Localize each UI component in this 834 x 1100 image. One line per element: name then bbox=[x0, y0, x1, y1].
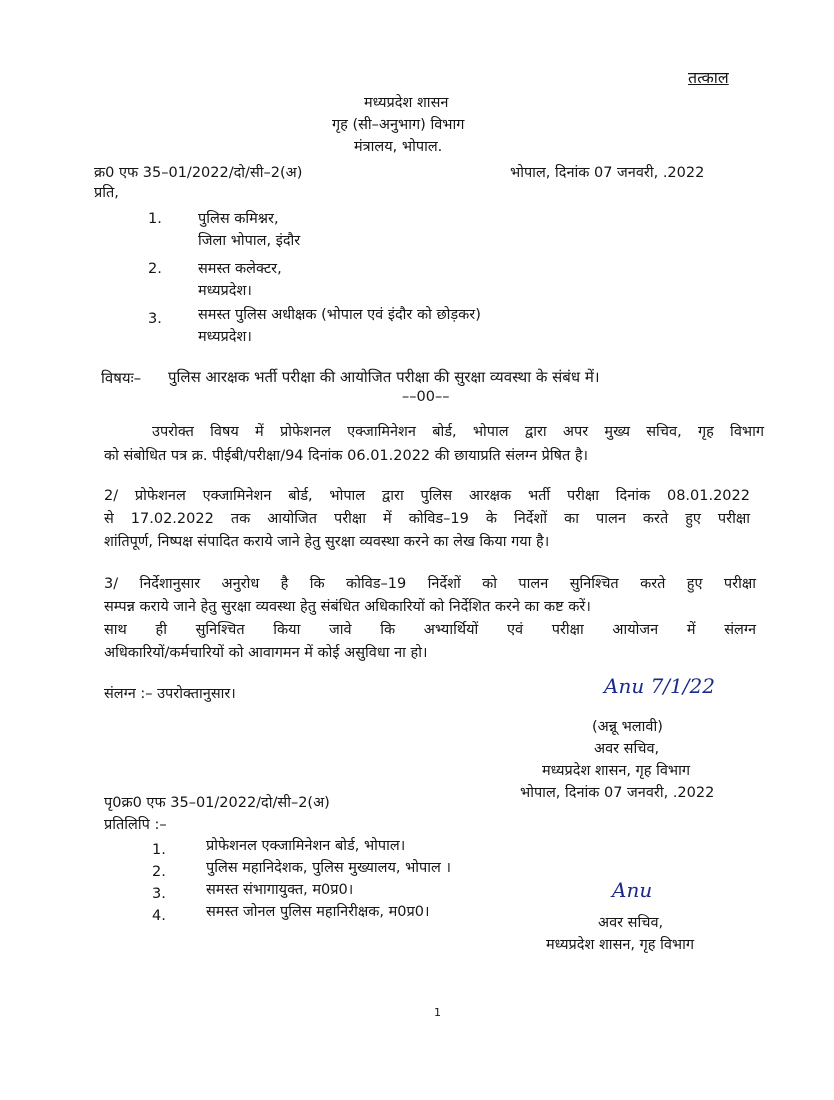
copy-to-label: प्रतिलिपि :– bbox=[104, 817, 167, 833]
recipient-number: 2. bbox=[148, 261, 162, 277]
signature-date: भोपाल, दिनांक 07 जनवरी, .2022 bbox=[520, 785, 715, 801]
signatory-name: (अन्नू भलावी) bbox=[592, 719, 663, 735]
to-label: प्रति, bbox=[94, 185, 119, 201]
paragraph-line: 3/ निर्देशानुसार अनुरोध है कि कोविड–19 निर्देशों को पालन सुनिश्चित करते हुए परीक्षा bbox=[104, 576, 756, 592]
copy-item-number: 1. bbox=[152, 842, 166, 858]
endorsement-number: पृ0क्र0 एफ 35–01/2022/दो/सी–2(अ) bbox=[104, 795, 330, 811]
paragraph-line: साथ ही सुनिश्चित किया जावे कि अभ्यार्थियों एवं परीक्षा आयोजन में संलग्न bbox=[104, 622, 756, 638]
enclosure-note: संलग्न :– उपरोक्तानुसार। bbox=[104, 686, 236, 702]
recipient-number: 3. bbox=[148, 311, 162, 327]
signature-scrawl: Anu 7/1/22 bbox=[604, 674, 715, 698]
subject-text: पुलिस आरक्षक भर्ती परीक्षा की आयोजित परीक्षा की सुरक्षा व्यवस्था के संबंध में। bbox=[168, 368, 600, 386]
page-number: 1 bbox=[434, 1006, 441, 1019]
recipient-line: समस्त पुलिस अधीक्षक (भोपाल एवं इंदौर को छोड़कर) bbox=[198, 307, 481, 323]
recipient-line: पुलिस कमिश्नर, bbox=[198, 211, 279, 227]
copy-item: पुलिस महानिदेशक, पुलिस मुख्यालय, भोपाल । bbox=[206, 860, 451, 876]
header-government: मध्यप्रदेश शासन bbox=[364, 95, 449, 111]
signatory-designation: अवर सचिव, bbox=[598, 915, 664, 931]
paragraph-line: सम्पन्न कराये जाने हेतु सुरक्षा व्यवस्था हेतु संबंधित अधिकारियों को निर्देशित करने का कष्ट करें। bbox=[104, 599, 591, 615]
paragraph-line: 2/ प्रोफेशनल एक्जामिनेशन बोर्ड, भोपाल द्वारा पुलिस आरक्षक भर्ती परीक्षा दिनांक 08.01.2022 bbox=[104, 488, 750, 504]
signatory-department: मध्यप्रदेश शासन, गृह विभाग bbox=[542, 763, 691, 779]
signatory-designation: अवर सचिव, bbox=[594, 741, 660, 757]
signature-scrawl: Anu bbox=[612, 878, 653, 902]
signatory-department: मध्यप्रदेश शासन, गृह विभाग bbox=[546, 937, 695, 953]
copy-item-number: 4. bbox=[152, 908, 166, 924]
recipient-line: समस्त कलेक्टर, bbox=[198, 261, 282, 277]
paragraph-line: को संबोधित पत्र क्र. पीईबी/परीक्षा/94 दिनांक 06.01.2022 की छायाप्रति संलग्न प्रेषित है। bbox=[104, 448, 589, 464]
paragraph-line: शांतिपूर्ण, निष्पक्ष संपादित कराये जाने हेतु सुरक्षा व्यवस्था करने का लेख किया गया है। bbox=[104, 534, 550, 550]
header-ministry: मंत्रालय, भोपाल. bbox=[354, 139, 443, 155]
reference-number: क्र0 एफ 35–01/2022/दो/सी–2(अ) bbox=[94, 165, 303, 181]
recipient-line: मध्यप्रदेश। bbox=[198, 329, 252, 345]
recipient-number: 1. bbox=[148, 211, 162, 227]
paragraph-line: अधिकारियों/कर्मचारियों को आवागमन में कोई असुविधा ना हो। bbox=[104, 645, 428, 661]
subject-label: विषयः– bbox=[101, 369, 142, 387]
header-department: गृह (सी–अनुभाग) विभाग bbox=[332, 117, 465, 133]
copy-item: समस्त जोनल पुलिस महानिरीक्षक, म0प्र0। bbox=[206, 904, 430, 920]
copy-item-number: 3. bbox=[152, 886, 166, 902]
copy-item-number: 2. bbox=[152, 864, 166, 880]
urgent-mark: तत्काल bbox=[688, 68, 729, 87]
subject-divider: ––00–– bbox=[402, 389, 450, 405]
copy-item: प्रोफेशनल एक्जामिनेशन बोर्ड, भोपाल। bbox=[206, 838, 406, 854]
reference-date: भोपाल, दिनांक 07 जनवरी, .2022 bbox=[510, 165, 705, 181]
recipient-line: जिला भोपाल, इंदौर bbox=[198, 233, 301, 249]
paragraph-line: उपरोक्त विषय में प्रोफेशनल एक्जामिनेशन बोर्ड, भोपाल द्वारा अपर मुख्य सचिव, गृह विभाग bbox=[152, 424, 764, 440]
copy-item: समस्त संभागायुक्त, म0प्र0। bbox=[206, 882, 354, 898]
recipient-line: मध्यप्रदेश। bbox=[198, 283, 252, 299]
paragraph-line: से 17.02.2022 तक आयोजित परीक्षा में कोविड–19 के निर्देशों का पालन करते हुए परीक्षा bbox=[104, 511, 750, 527]
